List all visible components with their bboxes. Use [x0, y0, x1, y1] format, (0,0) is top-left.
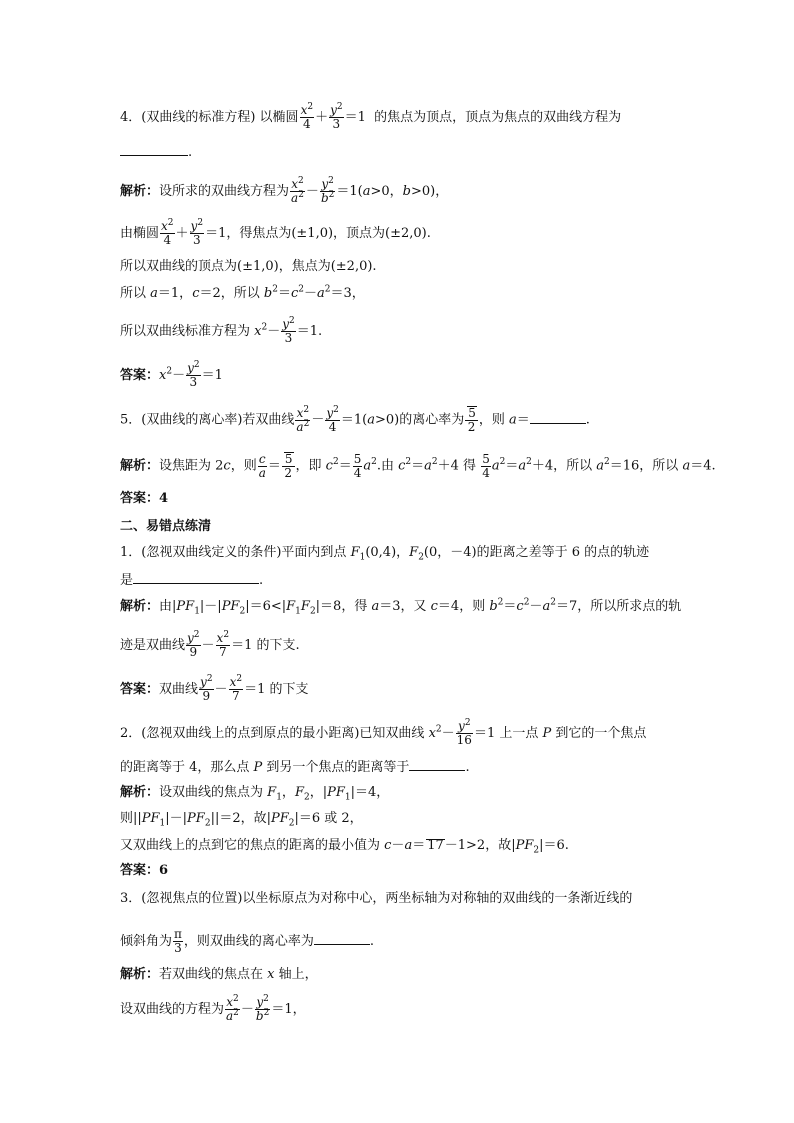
question-2-solution-2: 则$||PF_1|-|PF_2||=2$，故$|PF_2|=6$ 或 2， [120, 811, 363, 829]
solution-label: 解析： [120, 599, 160, 614]
question-3-blank: 倾斜角为 $\frac{\pi}{3}$ ，则双曲线的离心率为 . [120, 927, 375, 955]
problem-4-solution-4: 所以 a＝1，c＝2，所以 $b^2=c^2-a^2=3$， [120, 284, 365, 301]
question-3: 3．(忽视焦点的位置)以坐标原点为对称中心，两坐标轴为对称轴的双曲线的一条渐近线的 [120, 891, 633, 906]
problem-4: 4．(双曲线的标准方程) 以椭圆 $\frac{x^2}{4}$ ＋ $\frac{y^2}{3}$ ＝1 的焦点为顶点，顶点为焦点的双曲线方程为 [120, 102, 622, 131]
question-1-solution-1: 解析：由$|PF_1|-|PF_2|=6<|F_1F_2|=8$，得 a＝3，又 c＝4，则 $b^2=c^2-a^2=7$，所以所求点的轨 [120, 597, 682, 617]
question-3-solution-2: 设双曲线的方程为 $\frac{x^2}{a^2}$ － $\frac{y^2}{b^2}$ ＝1， [120, 994, 306, 1023]
problem-4-solution-2: 由椭圆 $\frac{x^2}{4}$ ＋ $\frac{y^2}{3}$ ＝1，得焦点为(±1,0)，顶点为(±2,0). [120, 218, 431, 247]
question-1-answer: 答案：双曲线 $\frac{y^2}{9}$ － $\frac{x^2}{7}$ ＝1 的下支 [120, 674, 309, 703]
answer-label: 答案： [120, 863, 160, 878]
answer-blank [120, 143, 188, 156]
solution-label: 解析： [120, 184, 160, 199]
question-1-solution-2: 迹是双曲线 $\frac{y^2}{9}$ － $\frac{x^2}{7}$ ＝1 的下支. [120, 630, 300, 659]
question-2-answer: 答案：6 [120, 863, 169, 878]
problem-4-solution-1: 解析：设所求的双曲线方程为 $\frac{x^2}{a^2}$ － $\frac{y^2}{b^2}$ ＝1(a>0，b>0)， [120, 176, 449, 205]
question-2-solution-1: 解析：设双曲线的焦点为 $F_1$，$F_2$，$|PF_1|=4$， [120, 785, 390, 803]
problem-4-solution-3: 所以双曲线的顶点为(±1,0)，焦点为(±2,0). [120, 259, 377, 274]
answer-blank [314, 932, 370, 945]
answer-blank [409, 758, 465, 771]
answer-label: 答案： [120, 682, 160, 697]
solution-label: 解析： [120, 785, 160, 800]
question-2-solution-3: 又双曲线上的点到它的焦点的距离的最小值为 c－a＝ 17－1>2，故$|PF_2|=6$. [120, 838, 569, 856]
question-2-blank: 的距离等于 4，那么点 P 到另一个焦点的距离等于 . [120, 760, 470, 775]
answer-blank [133, 571, 259, 584]
solution-label: 解析： [120, 967, 160, 982]
problem-5-solution: 解析：设焦距为 2c，则 $\frac{c}{a}$ ＝ $\frac{5}{2}$ ，即 $c^2=$ $\frac{5}{4}$ $a^2$.由 $c^2=a^2+4$ 得 $\frac{5}{4}$ $a^2=a^2+4$，所以 $a^2=16$，所以 a＝4. [120, 451, 716, 480]
question-1: 1．(忽视双曲线定义的条件)平面内到点 $F_1(0,4)$，$F_2(0$，－4)的距离之差等于 6 的点的轨迹 [120, 545, 650, 563]
problem-4-solution-5: 所以双曲线标准方程为 $x^2-$ $\frac{y^2}{3}$ ＝1. [120, 316, 323, 345]
problem-5-answer: 答案：4 [120, 491, 169, 506]
answer-label: 答案： [120, 491, 160, 506]
problem-4-answer: 答案：$x^2-$ $\frac{y^2}{3}$ ＝1 [120, 360, 223, 389]
answer-blank [530, 411, 586, 424]
problem-5: 5．(双曲线的离心率)若双曲线 $\frac{x^2}{a^2}$ － $\frac{y^2}{4}$ ＝1(a>0)的离心率为 $\frac{5}{2}$ ，则 a＝ . [120, 404, 590, 434]
problem-4-blank: . [120, 143, 680, 162]
solution-label: 解析： [120, 458, 160, 474]
section-heading: 二、易错点练清 [120, 519, 212, 534]
answer-label: 答案： [120, 368, 160, 383]
question-3-solution-1: 解析：若双曲线的焦点在 x 轴上， [120, 967, 318, 982]
question-2: 2．(忽视双曲线上的点到原点的最小距离)已知双曲线 $x^2-$ $\frac{y^2}{16}$ ＝1 上一点 P 到它的一个焦点 [120, 718, 647, 747]
question-1-blank: 是 . [120, 573, 264, 588]
